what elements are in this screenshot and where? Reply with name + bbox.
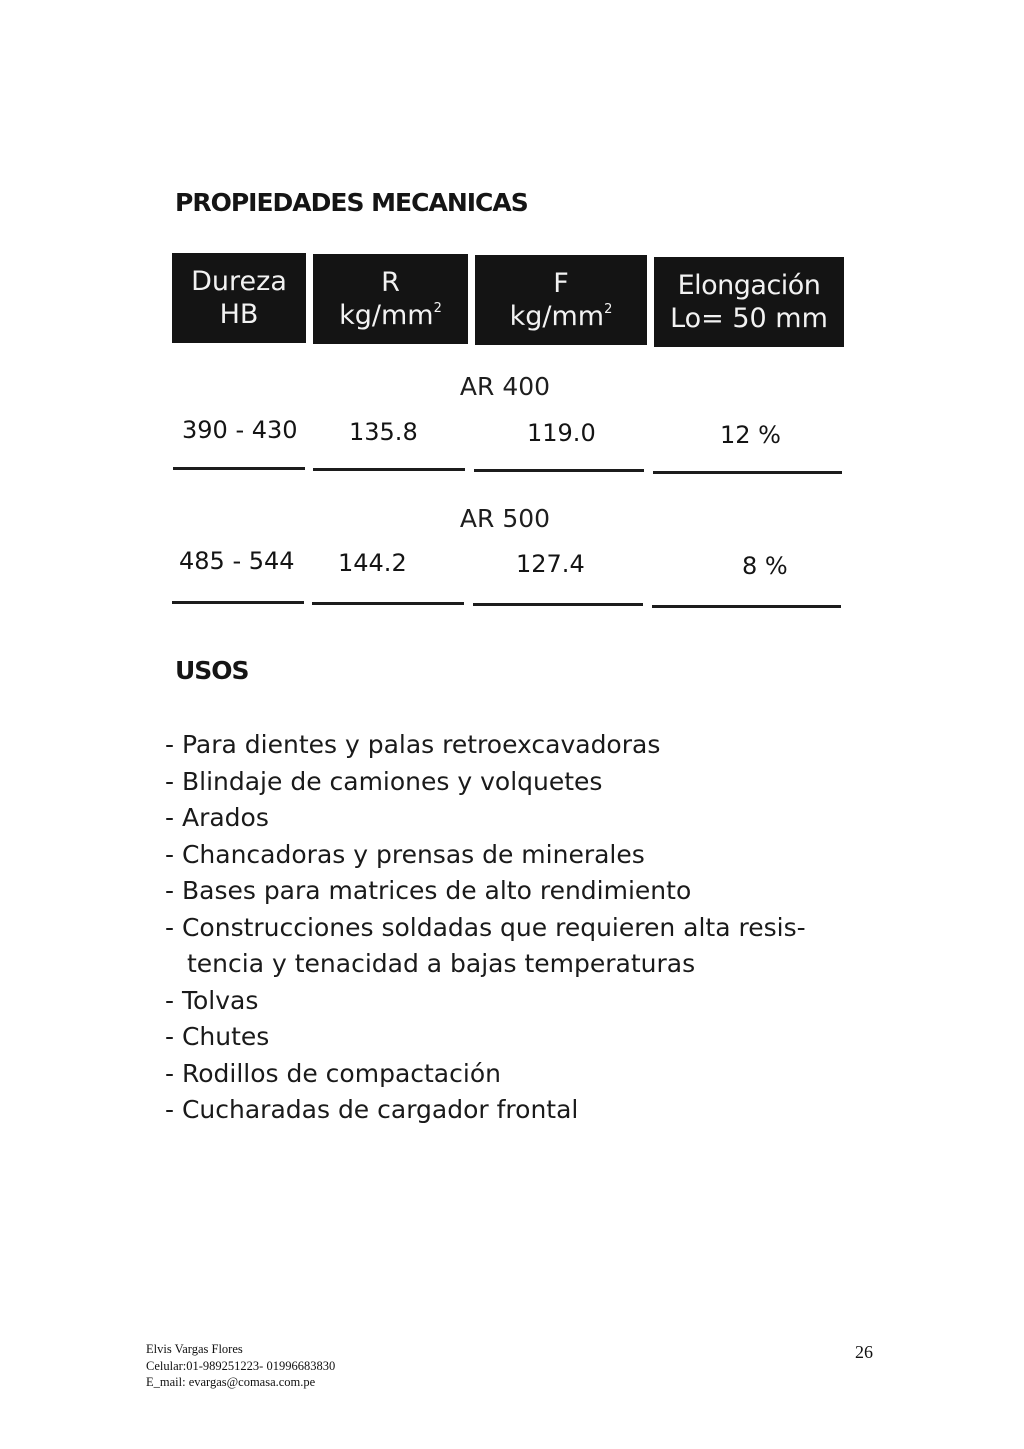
header-elongacion-unit: Lo= 50 mm bbox=[670, 303, 828, 334]
header-dureza bbox=[172, 253, 306, 343]
list-item: - Rodillos de compactación bbox=[165, 1056, 865, 1093]
row-divider bbox=[313, 468, 465, 471]
footer-email: E_mail: evargas@comasa.com.pe bbox=[146, 1375, 316, 1389]
cell-elongacion: 8 % bbox=[742, 552, 788, 580]
row-divider bbox=[173, 467, 305, 470]
list-item: - Blindaje de camiones y volquetes bbox=[165, 764, 865, 801]
header-dureza-label: Dureza bbox=[191, 266, 287, 297]
list-item: - Cucharadas de cargador frontal bbox=[165, 1092, 865, 1129]
footer-contact bbox=[146, 1341, 335, 1391]
cell-r: 144.2 bbox=[338, 549, 407, 577]
header-r-unit: kg/mm bbox=[339, 300, 434, 331]
footer-name: Elvis Vargas Flores bbox=[146, 1342, 243, 1356]
list-item: - Arados bbox=[165, 800, 865, 837]
header-r-unit-exponent: 2 bbox=[433, 301, 442, 316]
list-item: - Construcciones soldadas que requieren alta resis-tencia y tenacidad a bajas temperaturas bbox=[165, 910, 865, 983]
row-divider bbox=[652, 605, 841, 608]
cell-r: 135.8 bbox=[349, 418, 418, 446]
header-f-label: F bbox=[553, 268, 569, 299]
grade-label-ar400: AR 400 bbox=[459, 372, 551, 401]
row-divider bbox=[473, 603, 643, 606]
header-f-unit-exponent: 2 bbox=[604, 302, 613, 317]
header-r-label: R bbox=[381, 267, 400, 298]
list-item: - Para dientes y palas retroexcavadoras bbox=[165, 727, 865, 764]
row-divider bbox=[474, 469, 644, 472]
list-item: - Chutes bbox=[165, 1019, 865, 1056]
cell-elongacion: 12 % bbox=[720, 421, 781, 449]
section-title-propiedades: PROPIEDADES MECANICAS bbox=[175, 188, 528, 217]
section-title-usos: USOS bbox=[175, 656, 249, 685]
cell-f: 119.0 bbox=[527, 419, 596, 447]
header-elongacion bbox=[654, 257, 844, 347]
grade-label-ar500: AR 500 bbox=[459, 504, 551, 533]
cell-dureza: 390 - 430 bbox=[182, 416, 298, 444]
footer-phone: Celular:01-989251223- 01996683830 bbox=[146, 1358, 336, 1373]
header-f bbox=[475, 255, 647, 345]
list-item: - Chancadoras y prensas de minerales bbox=[165, 837, 865, 874]
header-f-unit: kg/mm bbox=[509, 301, 605, 332]
list-item: - Bases para matrices de alto rendimiento bbox=[165, 873, 865, 910]
row-divider bbox=[653, 471, 842, 474]
list-item: - Tolvas bbox=[165, 983, 865, 1020]
row-divider bbox=[312, 602, 464, 605]
header-r-unit-line bbox=[339, 299, 442, 332]
header-elongacion-label: Elongación bbox=[677, 270, 821, 301]
header-dureza-unit: HB bbox=[219, 299, 259, 330]
page-number: 26 bbox=[855, 1342, 873, 1362]
cell-f: 127.4 bbox=[516, 550, 585, 578]
header-r bbox=[313, 254, 468, 344]
cell-dureza: 485 - 544 bbox=[179, 547, 295, 575]
row-divider bbox=[172, 601, 304, 604]
header-f-unit-line bbox=[510, 300, 613, 333]
usos-list bbox=[165, 727, 865, 1129]
